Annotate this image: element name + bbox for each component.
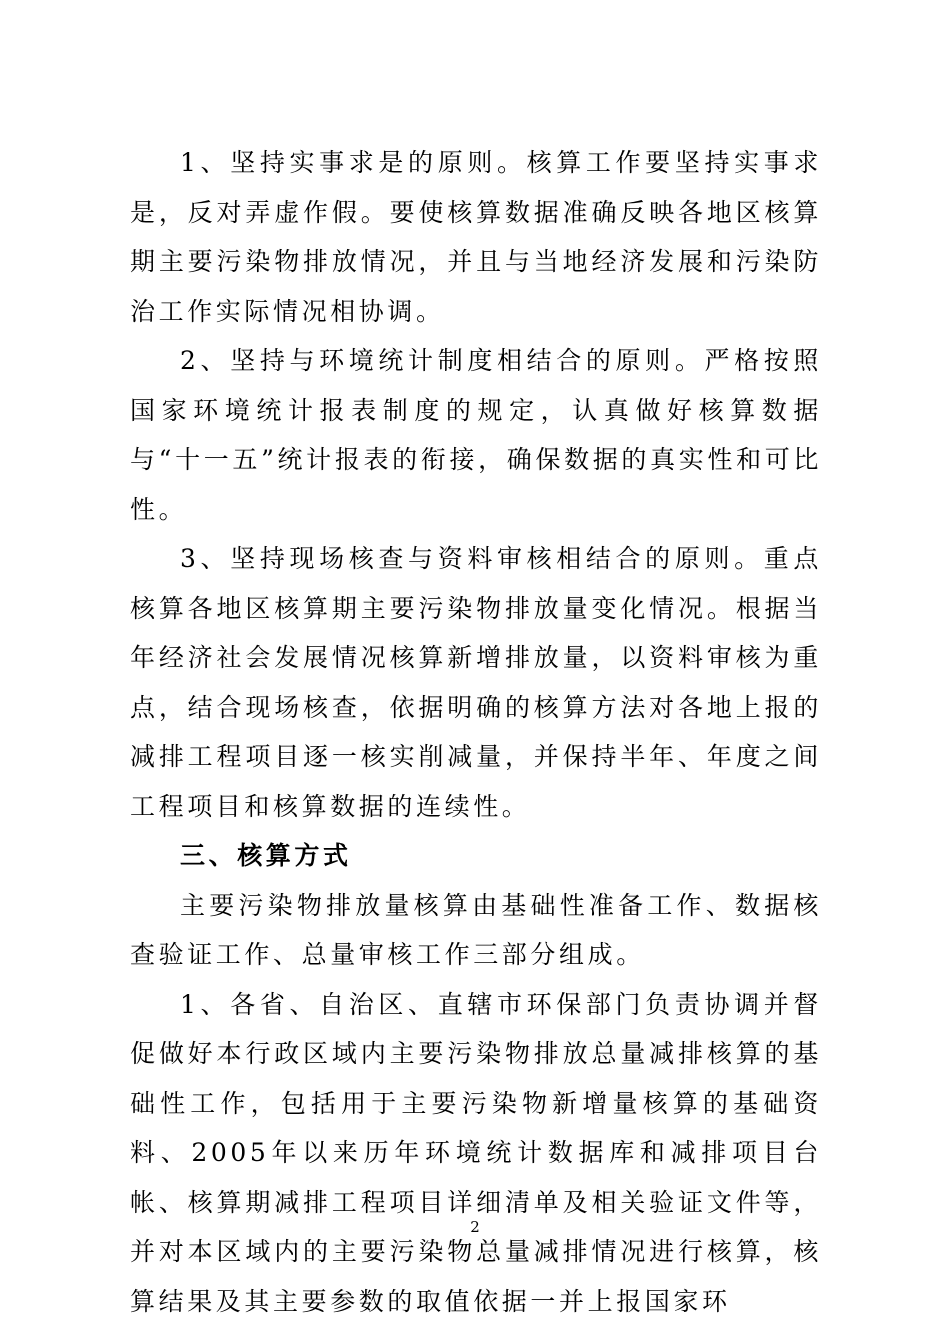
principle-paragraph-1: 1、坚持实事求是的原则。核算工作要坚持实事求是，反对弄虚作假。要使核算数据准确反映各地区核算期主要污染物排放情况，并且与当地经济发展和污染防治工作实际情况相协调。 <box>130 148 822 326</box>
section-paragraph-2: 1、各省、自治区、直辖市环保部门负责协调并督促做好本行政区域内主要污染物排放总量减排核算的基础性工作，包括用于主要污染物新增量核算的基础资料、2005年以来历年环境统计数据库和减排项目台帐、核算期减排工程项目详细清单及相关验证文件等，并对本区域内的主要污染物总量减排情况进行核算，核算结果及其主要参数的取值依据一并上报国家环 <box>130 989 822 1316</box>
section-heading: 三、核算方式 <box>180 841 352 870</box>
page-number: 2 <box>470 1218 480 1236</box>
body-text <box>130 138 822 1326</box>
principle-paragraph-3: 3、坚持现场核查与资料审核相结合的原则。重点核算各地区核算期主要污染物排放量变化情况。根据当年经济社会发展情况核算新增排放量，以资料审核为重点，结合现场核查，依据明确的核算方法对各地上报的减排工程项目逐一核实削减量，并保持半年、年度之间工程项目和核算数据的连续性。 <box>130 544 822 821</box>
section-paragraph-1: 主要污染物排放量核算由基础性准备工作、数据核查验证工作、总量审核工作三部分组成。 <box>130 890 822 969</box>
principle-paragraph-2: 2、坚持与环境统计制度相结合的原则。严格按照国家环境统计报表制度的规定，认真做好核算数据与“十一五”统计报表的衔接，确保数据的真实性和可比性。 <box>130 346 822 524</box>
